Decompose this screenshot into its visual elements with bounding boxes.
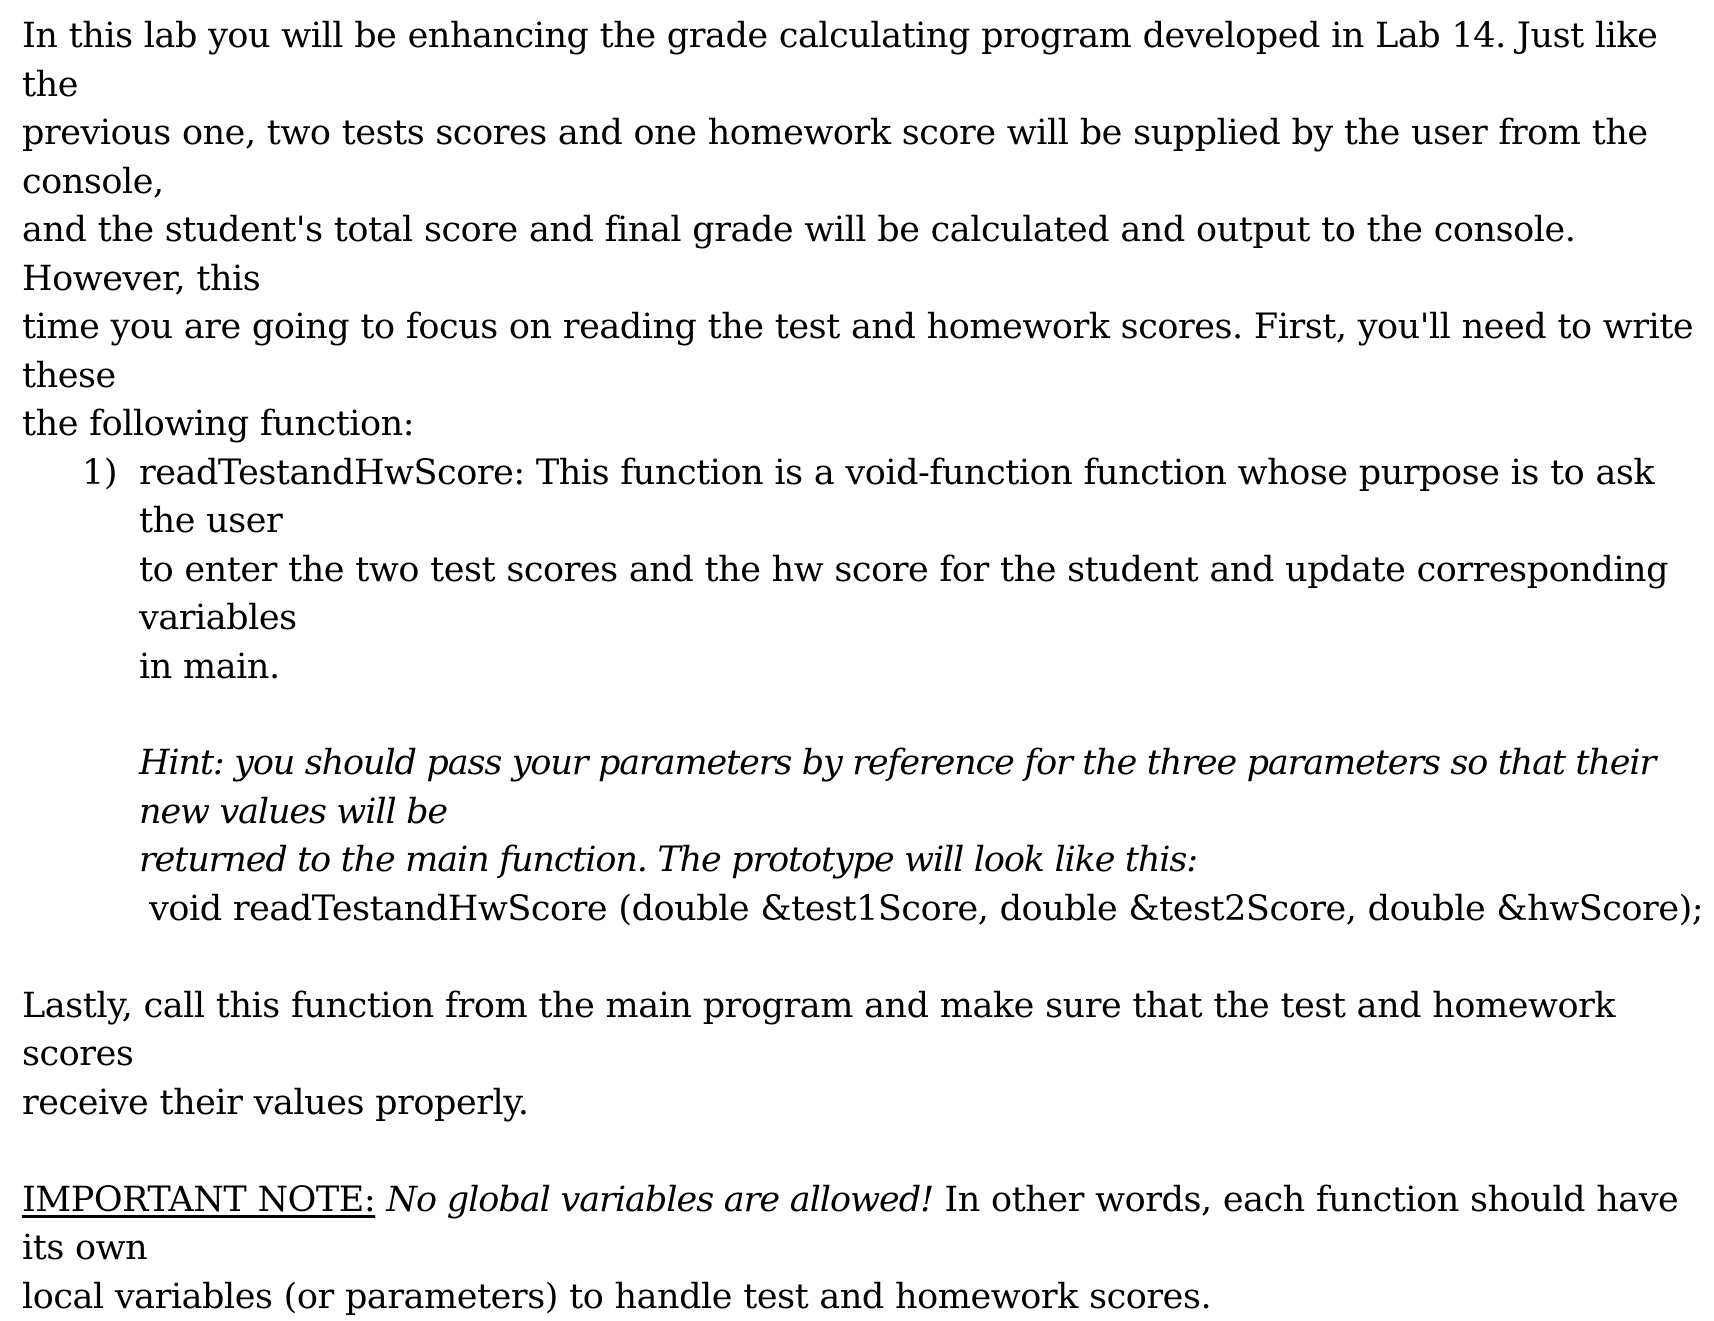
list-item-number: 1) xyxy=(82,449,117,498)
lastly-line-1: Lastly, call this function from the main program and make sure that the test and homework scores xyxy=(22,986,1615,1075)
intro-paragraph xyxy=(22,12,1702,449)
hint-line-2: returned to the main function. The prototype will look like this: xyxy=(139,840,1197,880)
list-item-line-2: to enter the two test scores and the hw score for the student and update corresponding variables xyxy=(139,550,1668,639)
lab-instructions-document xyxy=(22,12,1702,1321)
important-note-line-2: local variables (or parameters) to handle test and homework scores. xyxy=(22,1277,1211,1317)
intro-line-1: In this lab you will be enhancing the grade calculating program developed in Lab 14. Just like the xyxy=(22,16,1657,105)
list-item-line-3: in main. xyxy=(139,647,280,687)
function-list xyxy=(22,449,1702,692)
important-note-rest: In other words, each function should have its own xyxy=(22,1180,1678,1269)
spacer xyxy=(22,1127,1702,1176)
list-item-line-1: readTestandHwScore: This function is a void-function function whose purpose is to ask the user xyxy=(139,453,1654,542)
important-note-emphasis: No global variables are allowed! xyxy=(386,1180,933,1220)
intro-line-2: previous one, two tests scores and one homework score will be supplied by the user from the console, xyxy=(22,113,1648,202)
intro-line-5: the following function: xyxy=(22,404,414,444)
important-note-paragraph xyxy=(22,1176,1702,1321)
important-note-label: IMPORTANT NOTE: xyxy=(22,1180,375,1220)
hint-block xyxy=(22,739,1714,933)
intro-line-3: and the student's total score and final grade will be calculated and output to the console. However, this xyxy=(22,210,1575,299)
spacer xyxy=(22,933,1702,982)
lastly-line-2: receive their values properly. xyxy=(22,1083,529,1123)
lastly-paragraph xyxy=(22,982,1702,1128)
intro-line-4: time you are going to focus on reading the test and homework scores. First, you'll need to write these xyxy=(22,307,1693,396)
list-item xyxy=(22,449,1694,692)
hint-line-1: Hint: you should pass your parameters by reference for the three parameters so that their new values will be xyxy=(139,743,1655,832)
function-prototype: void readTestandHwScore (double &test1Score, double &test2Score, double &hwScore); xyxy=(139,889,1703,929)
